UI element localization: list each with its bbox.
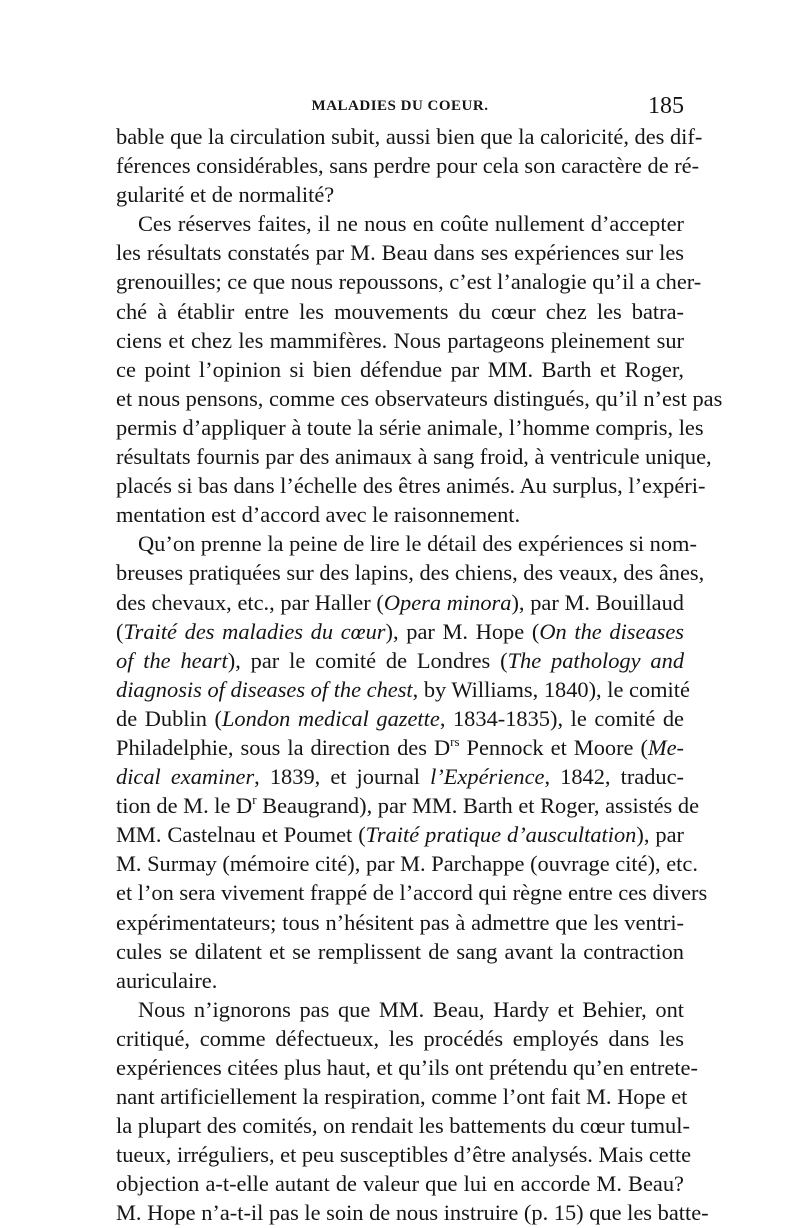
text-line: Ces réserves faites, il ne nous en coûte nullement d’accepter [138,211,684,237]
text-line: permis d’appliquer à toute la série animale, l’homme compris, les [116,414,704,440]
text-line: dical examiner, 1839, et journal l’Expérience, 1842, traduc- [116,764,684,790]
text-line: mentation est d’accord avec le raisonnement. [116,502,521,528]
page-header [116,93,684,123]
text-line: Nous n’ignorons pas que MM. Beau, Hardy et Behier, ont [138,996,684,1022]
citation-title: of the heart [116,647,228,673]
text-line: of the heart), par le comité de Londres (The pathology and [116,647,685,673]
text-line: placés si bas dans l’échelle des êtres animés. Au surplus, l’expéri- [116,473,706,499]
citation-title: London medical gazette [221,705,440,731]
text-line: gularité et de normalité? [116,182,335,208]
text-line: critiqué, comme défectueux, les procédés employés dans les [116,1025,684,1051]
text-line: cules se dilatent et se remplissent de sang avant la contraction [116,938,684,964]
text-line: auriculaire. [116,967,218,993]
citation-title: l’Expérience [430,764,545,790]
superscript: rs [450,733,460,749]
text-line: MM. Castelnau et Poumet (Traité pratique d’auscultation), par [116,822,684,848]
text-line: objection a-t-elle autant de valeur que lui en accorde M. Beau? [116,1171,684,1197]
text-line: nant artificiellement la respiration, comme l’ont fait M. Hope et [116,1084,688,1110]
text-line: des chevaux, etc., par Haller (Opera minora), par M. Bouillaud [116,589,685,615]
text-line: la plupart des comités, on rendait les battements du cœur tumul- [116,1113,690,1139]
citation-title: Traité pratique d’auscultation [365,822,637,848]
running-title: MALADIES DU COEUR. [311,98,489,114]
citation-title: Traité des maladies du cœur [123,618,386,644]
text-line: et nous pensons, comme ces observateurs distingués, qu’il n’est pas [116,385,723,411]
text-line: ché à établir entre les mouvements du cœur chez les batra- [116,298,684,324]
text-line: férences considérables, sans perdre pour cela son caractère de ré- [116,153,700,179]
citation-title: The pathology and [507,647,685,673]
text-line: résultats fournis par des animaux à sang froid, à ventricule unique, [116,444,712,470]
superscript: r [252,791,257,807]
text-line: diagnosis of diseases of the chest, by Williams, 1840), le comité [116,676,690,702]
text-line: M. Hope n’a-t-il pas le soin de nous instruire (p. 15) que les batte- [116,1200,709,1226]
citation-title: Opera minora [383,589,512,615]
text-line: M. Surmay (mémoire cité), par M. Parchappe (ouvrage cité), etc. [116,851,698,877]
text-line: expérimentateurs; tous n’hésitent pas à admettre que les ventri- [116,909,684,935]
text-line: breuses pratiquées sur des lapins, des chiens, des veaux, des ânes, [116,560,705,586]
text-line: ciens et chez les mammifères. Nous partageons pleinement sur [116,327,684,353]
text-line: ce point l’opinion si bien défendue par MM. Barth et Roger, [116,356,684,382]
text-line: tueux, irréguliers, et peu susceptibles d’être analysés. Mais cette [116,1142,692,1168]
text-line: bable que la circulation subit, aussi bien que la caloricité, des dif- [116,124,703,149]
text-line: grenouilles; ce que nous repoussons, c’est l’analogie qu’il a cher- [116,269,702,295]
text-line: expériences citées plus haut, et qu’ils ont prétendu qu’en entrete- [116,1055,698,1080]
text-line: et l’on sera vivement frappé de l’accord qui règne entre ces divers [116,880,708,906]
text-line: Philadelphie, sous la direction des $D^{rs}$ Pennock et Moore (Me- [116,733,684,760]
text-line: Qu’on prenne la peine de lire le détail des expériences si nom- [138,531,697,557]
body-text [116,122,723,1228]
citation-title: dical examiner [116,764,255,790]
text-line: les résultats constatés par M. Beau dans ses expériences sur les [116,240,684,266]
text-line: (Traité des maladies du cœur), par M. Hope (On the diseases [116,618,685,644]
text-line: tion de M. le $D^r$ Beaugrand), par MM. Barth et Roger, assistés de [116,791,700,819]
citation-title: diagnosis of diseases of the chest [116,676,413,702]
page-number: 185 [648,93,684,119]
text-line: de Dublin (London medical gazette, 1834-1835), le comité de [116,705,684,731]
citation-title: Me- [647,734,684,760]
citation-title: On the diseases [539,618,685,644]
